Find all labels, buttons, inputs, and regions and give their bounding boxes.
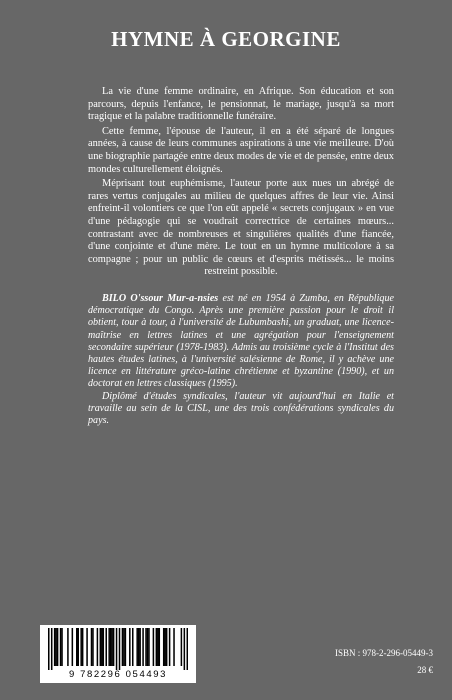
barcode-bar bbox=[123, 628, 125, 666]
barcode-bar bbox=[173, 628, 175, 666]
barcode-bar bbox=[113, 628, 115, 666]
barcode-bar bbox=[82, 628, 84, 666]
barcode-bar bbox=[57, 628, 59, 666]
summary-paragraph-2: Cette femme, l'épouse de l'auteur, il en a été séparé de longues années, à cause de leurs communes aspirations à une vie meilleure. D'où une biographie partagée entre deux modes de vie et de pensée, entre deux mondes culturellement éloignés. bbox=[88, 125, 394, 175]
barcode-bar bbox=[163, 628, 165, 666]
bio-paragraph-2: Diplômé d'études syndicales, l'auteur vit aujourd'hui en Italie et travaille au sein de la CISL, une des trois confédérations syndicales du pays. bbox=[88, 390, 394, 427]
barcode-bar bbox=[164, 628, 166, 666]
barcode-bar bbox=[103, 628, 105, 666]
barcode-bar bbox=[72, 628, 74, 666]
barcode-bar bbox=[110, 628, 112, 666]
barcode-bar bbox=[153, 628, 155, 666]
barcode-bar bbox=[169, 628, 171, 666]
bio-paragraph-1 bbox=[88, 293, 394, 391]
barcode-bar bbox=[54, 628, 56, 666]
barcode-bar bbox=[100, 628, 102, 666]
barcode-bar bbox=[187, 628, 188, 670]
barcode-bar bbox=[119, 628, 121, 670]
barcode-digits: 9 782296 054493 bbox=[69, 669, 167, 680]
barcode-bar bbox=[147, 628, 149, 666]
barcode-bar bbox=[111, 628, 113, 666]
barcode-bar bbox=[142, 628, 144, 666]
barcode-bar bbox=[166, 628, 168, 666]
barcode-bar bbox=[138, 628, 140, 666]
barcode-bar bbox=[91, 628, 93, 666]
price: 28 € bbox=[417, 665, 433, 675]
isbn: ISBN : 978-2-296-05449-3 bbox=[335, 648, 433, 658]
author-biography bbox=[88, 293, 394, 427]
barcode-bar bbox=[48, 628, 50, 670]
bio-paragraph-1-text: est né en 1954 à Zumba, en République démocratique du Congo. Après une première passion pour le droit il obtient, tour à tour, à l'université de Lubumbashi, un graduat, une licence-maîtrise en lettres latines et une agrégation pour l'enseignement secondaire supérieur (1978-1983). Admis au troisième cycle à l'Institut des hautes études latines, à l'université salésienne de Rome, il y achève une licence en littérature gréco-latine chrétienne et byzantine (1990), et un doctorat en lettres classiques (1995). bbox=[88, 293, 394, 390]
book-title: HYMNE À GEORGINE bbox=[111, 27, 341, 51]
barcode-bar bbox=[136, 628, 138, 666]
barcode-bar bbox=[80, 628, 82, 666]
barcode-bar bbox=[122, 628, 124, 666]
barcode-bar bbox=[184, 628, 186, 670]
barcode-bar bbox=[55, 628, 57, 666]
barcode-bar bbox=[132, 628, 134, 666]
barcode-bar bbox=[156, 628, 158, 666]
barcode-bar bbox=[76, 628, 78, 666]
barcode-bar bbox=[86, 628, 88, 666]
summary-paragraph-1: La vie d'une femme ordinaire, en Afrique. Son éducation et son parcours, depuis l'enfance, le pensionnat, le mariage, jusqu'à sa mort tragique et la palabre traditionnelle funéraire. bbox=[88, 86, 394, 123]
barcode-bar bbox=[92, 628, 94, 666]
author-name: BILO O'ssour Mur-a-nsies bbox=[102, 293, 219, 304]
barcode-bar bbox=[125, 628, 127, 666]
barcode-bar bbox=[60, 628, 62, 666]
barcode-bar bbox=[101, 628, 103, 666]
barcode-bar bbox=[181, 628, 183, 666]
barcode-bar bbox=[77, 628, 79, 666]
summary-paragraph-3: Méprisant tout euphémisme, l'auteur porte aux nues un abrégé de rares vertus conjugales au milieu de quelques affres de leur vie. Ainsi enfreint-il volontiers ce que l'on eût appelé « secrets conjugaux » en vue d'une pédagogie qui se voudrait correctrice de certaines mœurs... contrastant avec de nombreuses et singulières qualités d'une fiancée, d'une conjointe et d'une mère. Le tout en un hymne multicolore à sa compagne ; pour un public de cœurs et d'esprits métissés... le moins restreint possible. bbox=[88, 178, 394, 278]
barcode-bar bbox=[148, 628, 150, 666]
barcode-bars bbox=[48, 628, 188, 670]
barcode-bar bbox=[97, 628, 99, 666]
barcode-bar bbox=[145, 628, 147, 666]
barcode-bar bbox=[159, 628, 161, 666]
barcode-bar bbox=[51, 628, 53, 670]
barcode-bar bbox=[129, 628, 131, 666]
barcode-bar bbox=[139, 628, 141, 666]
back-cover-summary bbox=[88, 86, 394, 281]
barcode-bar bbox=[108, 628, 110, 666]
barcode-bar bbox=[67, 628, 69, 666]
barcode-bar bbox=[105, 628, 107, 666]
barcode-bar bbox=[157, 628, 159, 666]
barcode-bar bbox=[61, 628, 63, 666]
barcode-bar bbox=[116, 628, 118, 670]
barcode bbox=[40, 625, 196, 683]
